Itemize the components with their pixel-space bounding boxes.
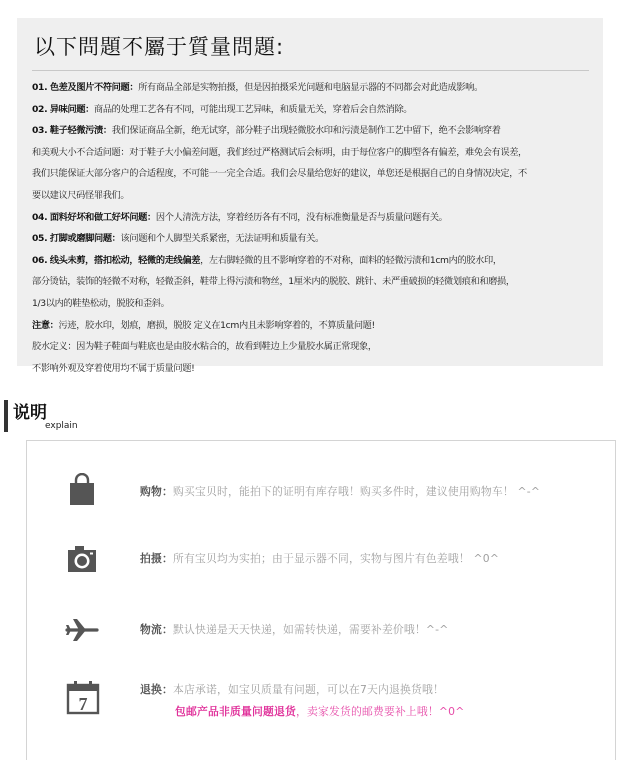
notice-item-text: 该问题和个人脚型关系紧密，无法证明和质量有关。 [120,233,324,245]
notice-item-heading: 面料好坏和做工好坏问题： [49,211,156,223]
notice-line [32,358,589,380]
notice-item-number: 01. [32,82,48,93]
notice-item-number: 06. [32,254,48,266]
notice-line [32,99,589,121]
notice-item-heading: 注意： [32,319,59,331]
notice-item-text: 部分烫钻，装饰的轻微不对称，轻微歪斜，鞋带上得污渍和物丝，1厘米内的脱胶、跳针、未严重破损的轻微划痕和和磨损， [32,276,515,288]
notice-item-text: 要以建议尺码怪罪我们。 [32,189,130,201]
explain-box [26,440,616,760]
notice-item-text: 我们保证商品全新，绝无试穿，部分鞋子出现轻微胶水印和污渍是制作工艺中留下，绝不会影响穿着 [111,125,501,137]
section-subtitle: explain [45,421,78,431]
notice-item-heading: 异味问题： [49,103,94,115]
notice-item-text: 和美观大小不合适问题：对于鞋子大小偏差问题，我们经过严格测试后会标明，由于每位客户的脚型各有偏差，难免会有误差， [32,146,527,158]
notice-item-text: 因个人清洗方法，穿着经历各有不同，没有标准衡量是否与质量问题有关。 [155,211,448,223]
shopping-bag-icon [65,473,99,507]
notice-body [32,77,589,379]
explain-text: 本店承诺，如宝贝质量有问题，可以在7天内退换货哦！ [173,683,444,696]
notice-item-number: 05. [32,233,48,245]
notice-line [32,185,589,207]
explain-label: 退换： [140,683,173,696]
notice-item-heading: 线头未剪，搭扣松动，轻微的走线偏差 [49,254,201,266]
explain-label: 物流： [140,623,173,636]
section-header [2,398,202,432]
notice-item-text: 所有商品全部是实物拍摄，但是因拍摄采光问题和电脑显示器的不同都会对此造成影响。 [138,82,483,93]
return-note-bold: 包邮产品非质量问题退货 [175,705,296,718]
explain-label: 购物： [140,485,173,498]
notice-item-heading: 打脚或磨脚问题： [49,233,121,245]
explain-text: 购买宝贝时，能拍下的证明有库存哦！购买多件时，建议使用购物车！ ^-^ [173,485,541,498]
notice-item-text: 商品的处理工艺各有不同，可能出现工艺异味，和质量无关，穿着后会自然消除。 [94,103,413,115]
camera-icon [65,542,99,576]
notice-item-text: 污迹，胶水印，划痕，磨损，脱胶 定义在1cm内且未影响穿着的，不算质量问题! [58,319,375,331]
notice-item-heading: 色差及图片不符问题： [49,82,139,93]
return-note-text: ，卖家发货的邮费要补上哦！^0^ [295,705,465,718]
notice-line [32,315,589,337]
notice-line [32,293,589,315]
notice-line [32,250,589,272]
notice-line [32,120,589,142]
notice-title: 以下問題不屬于質量問題: [32,28,589,71]
notice-item-text: ，左右脚轻微的且不影响穿着的不对称，面料的轻微污渍和1cm内的胶水印， [200,254,502,266]
section-bar [4,400,8,432]
notice-item-number: 02. [32,103,48,115]
notice-item-number: 04. [32,211,48,223]
calendar-icon [65,679,101,715]
notice-item-text: 1/3以内的鞋垫松动，脱胶和歪斜。 [32,297,170,309]
explain-label: 拍摄： [140,552,173,565]
notice-item-text: 不影响外观及穿着使用均不属于质量问题! [32,362,195,374]
notice-line [32,271,589,293]
notice-item-number: 03. [32,125,48,137]
notice-item-text: 胶水定义：因为鞋子鞋面与鞋底也是由胶水粘合的，故看到鞋边上少量胶水属正常现象， [32,341,377,353]
notice-line [32,228,589,250]
explain-text: 默认快递是天天快递，如需转快递，需要补差价哦！^-^ [173,623,449,636]
calendar-day: 7 [78,694,88,714]
notice-item-text: 我们只能保证大部分客户的合适程度，不可能一一完全合适。我们会尽量给您好的建议，单您还是根据自己的自身情况决定，不 [32,168,527,180]
notice-line [32,336,589,358]
notice-line [32,142,589,164]
explain-text: 所有宝贝均为实拍；由于显示器不同，实物与图片有色差哦！ ^0^ [173,552,500,565]
notice-line [32,163,589,185]
airplane-icon [65,613,99,647]
notice-line [32,77,589,99]
return-note [175,704,465,719]
notice-item-heading: 鞋子轻微污渍： [49,125,112,137]
notice-line [32,207,589,229]
section-title: 说明 [13,403,47,423]
notice-panel [17,18,603,374]
